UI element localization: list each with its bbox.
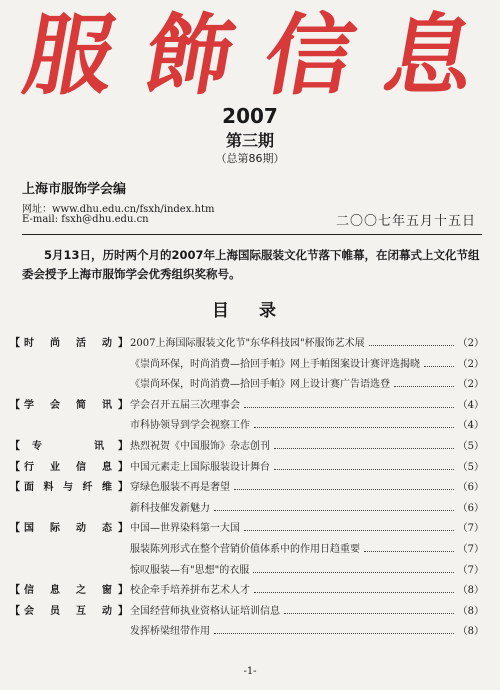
- toc-entry-title: 中国—世界染料第一大国: [130, 523, 240, 535]
- toc-leader-dots: [254, 419, 454, 428]
- masthead-char: 息: [376, 3, 484, 107]
- toc-row: [10, 537, 484, 557]
- toc-row: [10, 619, 484, 639]
- toc-entry: [130, 437, 484, 452]
- toc-row: [10, 516, 484, 536]
- toc-entry-title: 热烈祝贺《中国服饰》杂志创刊: [130, 441, 270, 452]
- toc-category-label: 会 员 互 动: [24, 605, 112, 617]
- toc-category: 【 信 息 之 窗 】: [10, 581, 128, 596]
- toc-entry-title: 穿绿色服装不再是奢望: [130, 482, 230, 494]
- toc-page-number: （8）: [457, 605, 484, 617]
- publisher-name: 上海市服饰学会编: [22, 182, 127, 197]
- toc-leader-dots: [274, 461, 454, 470]
- toc-category: 【 会 员 互 动 】: [10, 602, 128, 617]
- toc-leader-dots: [424, 358, 454, 367]
- toc-entry: [130, 355, 484, 370]
- toc-category-label: 时 尚 活 动: [24, 338, 112, 349]
- masthead-char: 飾: [136, 3, 244, 107]
- toc-category: 【 行 业 信 息 】: [10, 458, 128, 473]
- toc-entry: [130, 499, 484, 514]
- toc-entry-title: 学会召开五届三次理事会: [130, 399, 240, 411]
- toc-entry: [130, 375, 484, 390]
- page-number: -1-: [243, 666, 257, 677]
- toc-category-label: 专 讯: [32, 441, 104, 452]
- toc-category: 【 学 会 简 讯 】: [10, 396, 128, 411]
- toc-entry-title: 全国经营师执业资格认证培训信息: [130, 605, 280, 617]
- issue-total: （总第86期）: [215, 152, 285, 165]
- toc-leader-dots: [244, 522, 454, 531]
- toc-row: [10, 496, 484, 516]
- toc-page-number: （7）: [457, 523, 484, 535]
- toc-category-label: 国 际 动 态: [24, 523, 112, 535]
- toc-entry: [130, 458, 484, 473]
- toc-leader-dots: [274, 440, 454, 449]
- toc-category: 【 时 尚 活 动 】: [10, 334, 128, 349]
- toc-category: 【 面 料 与 纤 维 】: [10, 478, 128, 493]
- toc-leader-dots: [244, 399, 454, 408]
- toc-entry-title: 《崇尚环保，时尚消费—拾回手帕》网上设计赛广告语选登: [130, 379, 390, 391]
- issue-year: 2007: [222, 104, 278, 128]
- toc-page-number: （4）: [457, 420, 484, 432]
- toc-page-number: （2）: [457, 338, 484, 349]
- toc-category-label: 学 会 简 讯: [24, 399, 112, 411]
- header-divider: [22, 234, 482, 235]
- masthead-char: 服: [16, 3, 124, 107]
- toc-row: [10, 372, 484, 392]
- publish-date: 二〇〇七年五月十五日: [335, 214, 476, 229]
- toc-entry: [130, 540, 484, 555]
- toc-row: [10, 578, 484, 598]
- toc-leader-dots: [234, 481, 454, 490]
- toc-entry-title: 服装陈列形式在整个营销价值体系中的作用日趋重要: [130, 544, 360, 555]
- toc-page-number: （2）: [457, 358, 484, 370]
- toc-page-number: （7）: [457, 544, 484, 555]
- toc-row: [10, 413, 484, 433]
- toc-row: [10, 558, 484, 578]
- toc-page-number: （4）: [457, 399, 484, 411]
- toc-row: [10, 331, 484, 351]
- toc-category-label: 行 业 信 息: [24, 461, 112, 473]
- toc-page-number: （7）: [457, 564, 484, 576]
- toc-entry-title: 惊叹服装—有"思想"的衣服: [130, 564, 250, 576]
- toc-leader-dots: [369, 337, 454, 346]
- toc-leader-dots: [214, 502, 454, 511]
- toc-leader-dots: [284, 605, 454, 614]
- toc-leader-dots: [394, 378, 454, 387]
- toc-entry: [130, 581, 484, 596]
- email-line: E-mail: fsxh@dhu.edu.cn: [22, 214, 149, 225]
- toc-leader-dots: [254, 584, 454, 593]
- toc-entry-title: 《崇尚环保，时尚消费—拾回手帕》网上手帕图案设计赛评选揭晓: [130, 358, 420, 370]
- toc-leader-dots: [214, 625, 454, 634]
- toc-row: [10, 599, 484, 619]
- toc-entry: [130, 561, 484, 576]
- toc-entry: [130, 622, 484, 637]
- toc-page-number: （2）: [457, 379, 484, 391]
- toc-page-number: （8）: [457, 585, 484, 597]
- toc-category: 【 专 讯 】: [10, 437, 128, 452]
- toc-row: [10, 352, 484, 372]
- toc-page-number: （6）: [457, 482, 484, 494]
- toc-title: 目 录: [212, 301, 288, 321]
- toc-entry: [130, 334, 484, 349]
- lead-news: 5月13日，历时两个月的2007年上海国际服装文化节落下帷幕，在闭幕式上文化节组委会授予上海市服饰学会优秀组织奖称号。: [22, 248, 480, 281]
- toc-entry: [130, 396, 484, 411]
- toc-leader-dots: [364, 543, 454, 552]
- website-line: 网址：www.dhu.edu.cn/fsxh/index.htm: [22, 204, 215, 215]
- toc-entry: [130, 519, 484, 534]
- toc-row: [10, 393, 484, 413]
- toc-page-number: （5）: [457, 441, 484, 452]
- toc-category: 【 国 际 动 态 】: [10, 519, 128, 534]
- toc-page-number: （5）: [457, 461, 484, 473]
- toc-entry: [130, 602, 484, 617]
- toc-entry-title: 中国元素走上国际服装设计舞台: [130, 461, 270, 473]
- issue-number: 第三期: [225, 131, 274, 150]
- masthead-title: [16, 0, 484, 110]
- toc-entry-title: 市科协领导到学会视察工作: [130, 420, 250, 432]
- toc-page-number: （8）: [457, 626, 484, 638]
- toc-entry-title: 新科技催发新魅力: [130, 502, 210, 514]
- toc-row: [10, 455, 484, 475]
- toc-category-label: 面 料 与 纤 维: [24, 482, 112, 494]
- toc-page-number: （6）: [457, 502, 484, 514]
- toc-entry-title: 校企牵手培养拼布艺术人才: [130, 585, 250, 597]
- masthead-char: 信: [256, 3, 364, 107]
- toc-row: [10, 475, 484, 495]
- toc-row: [10, 434, 484, 454]
- toc-entry: [130, 478, 484, 493]
- toc-entry-title: 2007上海国际服装文化节"东华科技园"杯服饰艺术展: [130, 338, 365, 349]
- toc-leader-dots: [253, 564, 453, 573]
- toc-category-label: 信 息 之 窗: [24, 585, 112, 597]
- toc-entry: [130, 416, 484, 431]
- toc-entry-title: 发挥桥梁纽带作用: [130, 626, 210, 638]
